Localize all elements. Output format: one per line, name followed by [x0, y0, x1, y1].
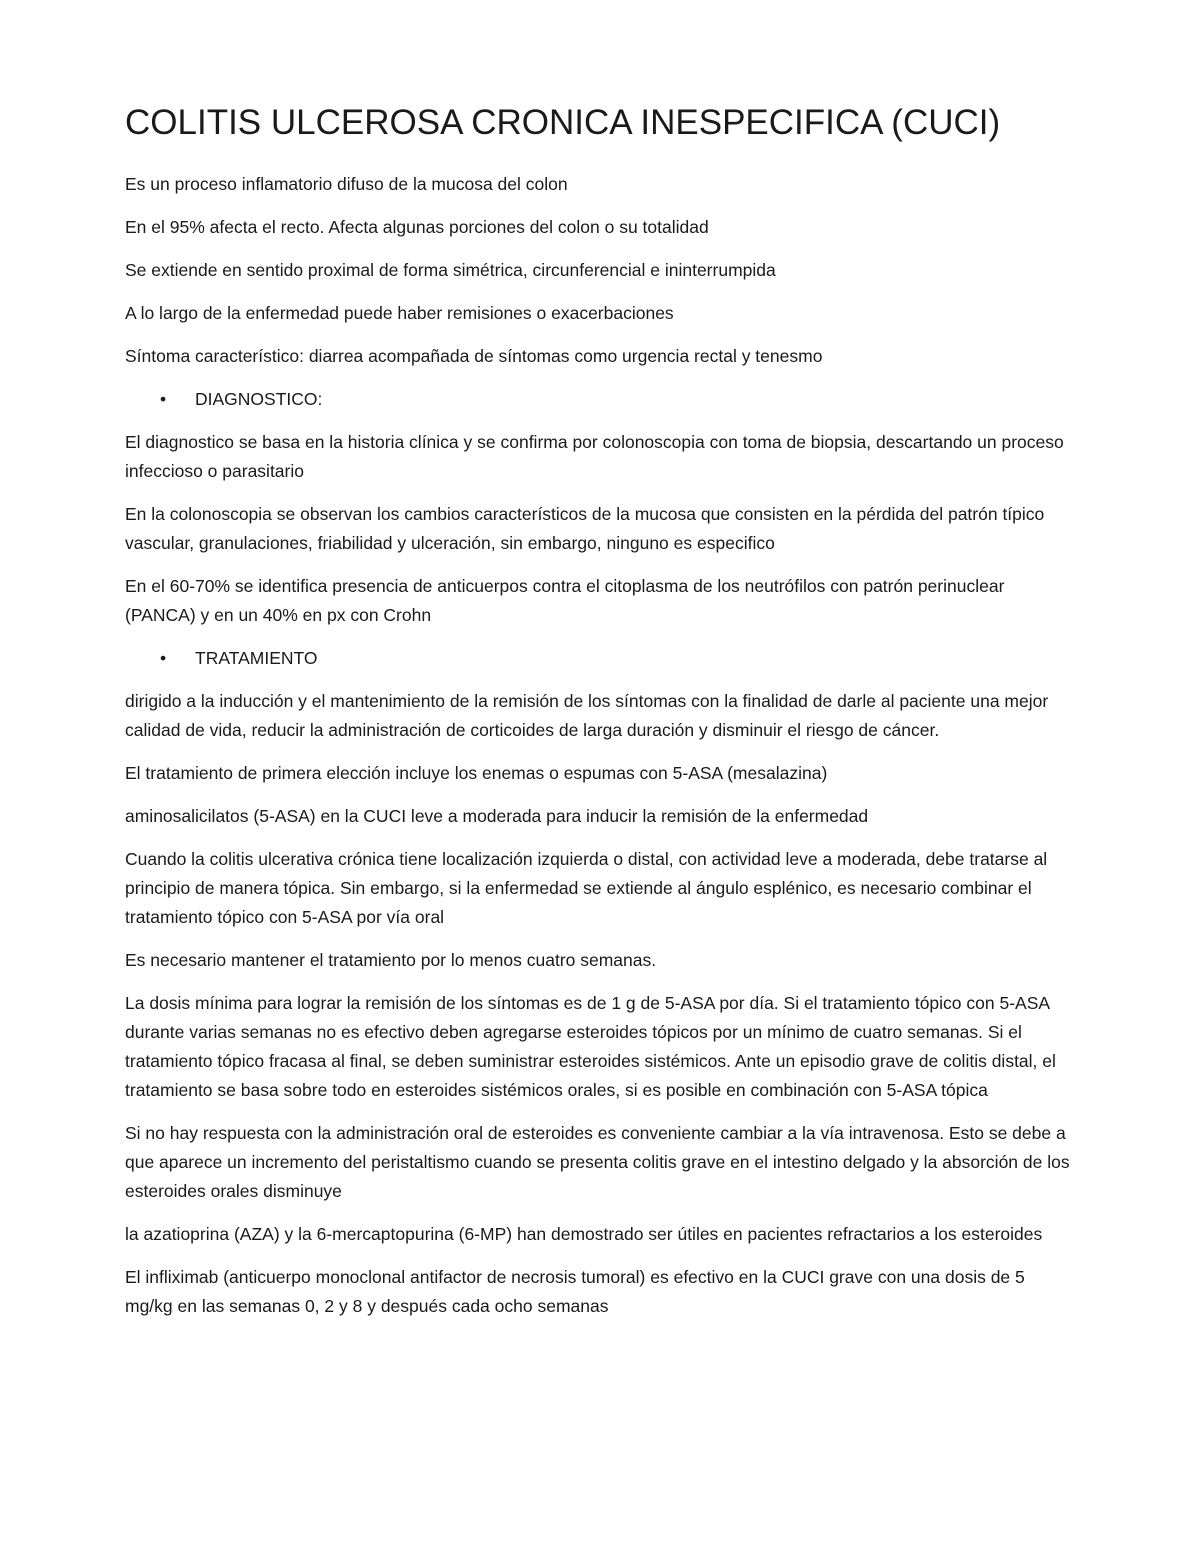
document-page	[125, 100, 1075, 1335]
intro-paragraph: Se extiende en sentido proximal de forma simétrica, circunferencial e ininterrumpida	[125, 259, 776, 280]
section-heading-tratamiento	[125, 644, 1075, 673]
tratamiento-paragraph: El infliximab (anticuerpo monoclonal antifactor de necrosis tumoral) es efectivo en la CUCI grave con una dosis de 5 mg/kg en las semanas 0, 2 y 8 y después cada ocho semanas	[125, 1266, 1025, 1316]
bullet-icon: •	[160, 388, 167, 409]
tratamiento-paragraph: La dosis mínima para lograr la remisión de los síntomas es de 1 g de 5-ASA por día. Si el tratamiento tópico con 5-ASA durante varias semanas no es efectivo deben agregarse esteroides tópicos por un mínimo de cuatro semanas. Si el tratamiento tópico fracasa al final, se deben suministrar esteroides sistémicos. Ante un episodio grave de colitis distal, el tratamiento se basa sobre todo en esteroides sistémicos orales, si es posible en combinación con 5-ASA tópica	[125, 992, 1056, 1100]
intro-paragraph: En el 95% afecta el recto. Afecta algunas porciones del colon o su totalidad	[125, 216, 709, 237]
intro-paragraph: A lo largo de la enfermedad puede haber remisiones o exacerbaciones	[125, 302, 674, 323]
section-heading-diagnostico	[125, 385, 1075, 414]
tratamiento-paragraph: Es necesario mantener el tratamiento por lo menos cuatro semanas.	[125, 949, 657, 970]
diagnostico-paragraph: En la colonoscopia se observan los cambios característicos de la mucosa que consisten en la pérdida del patrón típico vascular, granulaciones, friabilidad y ulceración, sin embargo, ninguno es especifico	[125, 503, 1045, 553]
section-heading-label: TRATAMIENTO	[195, 647, 318, 668]
tratamiento-paragraph: dirigido a la inducción y el mantenimiento de la remisión de los síntomas con la finalidad de darle al paciente una mejor calidad de vida, reducir la administración de corticoides de larga duración y disminuir el riesgo de cáncer.	[125, 690, 1049, 740]
document-title: COLITIS ULCEROSA CRONICA INESPECIFICA (CUCI)	[125, 103, 1001, 142]
tratamiento-paragraph: Si no hay respuesta con la administración oral de esteroides es conveniente cambiar a la vía intravenosa. Esto se debe a que aparece un incremento del peristaltismo cuando se presenta colitis grave en el intestino delgado y la absorción de los esteroides orales disminuye	[125, 1122, 1070, 1201]
intro-paragraph: Síntoma característico: diarrea acompañada de síntomas como urgencia rectal y tenesmo	[125, 345, 823, 366]
tratamiento-paragraph: Cuando la colitis ulcerativa crónica tiene localización izquierda o distal, con actividad leve a moderada, debe tratarse al principio de manera tópica. Sin embargo, si la enfermedad se extiende al ángulo esplénico, es necesario combinar el tratamiento tópico con 5-ASA por vía oral	[125, 848, 1048, 927]
diagnostico-paragraph: El diagnostico se basa en la historia clínica y se confirma por colonoscopia con toma de biopsia, descartando un proceso infeccioso o parasitario	[125, 431, 1064, 481]
diagnostico-paragraph: En el 60-70% se identifica presencia de anticuerpos contra el citoplasma de los neutrófilos con patrón perinuclear (PANCA) y en un 40% en px con Crohn	[125, 575, 1005, 625]
tratamiento-paragraph: la azatioprina (AZA) y la 6-mercaptopurina (6-MP) han demostrado ser útiles en pacientes refractarios a los esteroides	[125, 1223, 1043, 1244]
tratamiento-paragraph: El tratamiento de primera elección incluye los enemas o espumas con 5-ASA (mesalazina)	[125, 762, 828, 783]
tratamiento-paragraph: aminosalicilatos (5-ASA) en la CUCI leve a moderada para inducir la remisión de la enfermedad	[125, 805, 869, 826]
section-heading-label: DIAGNOSTICO:	[195, 388, 323, 409]
intro-paragraph: Es un proceso inflamatorio difuso de la mucosa del colon	[125, 173, 568, 194]
bullet-icon: •	[160, 647, 167, 668]
